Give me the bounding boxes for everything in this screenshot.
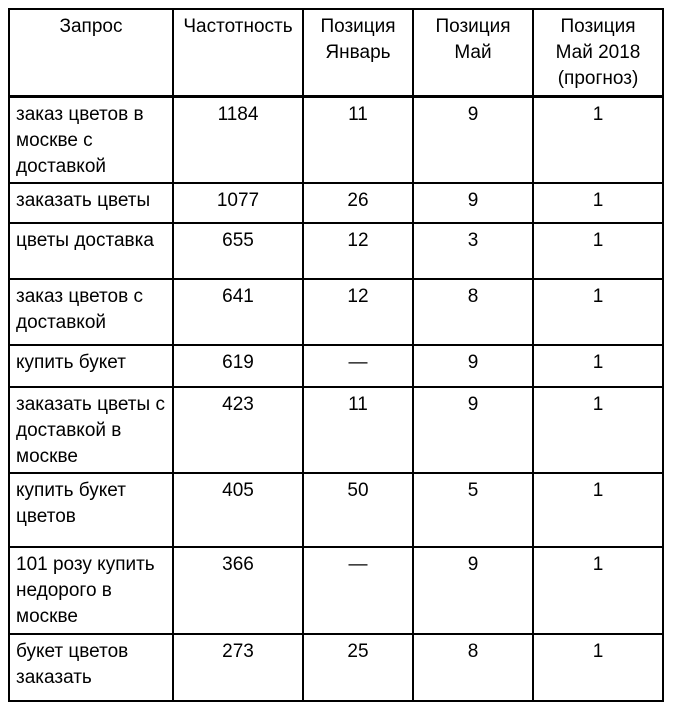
column-header-frequency: Частотность xyxy=(173,9,303,96)
query-cell: заказ цветов с доставкой xyxy=(9,279,173,345)
frequency-cell: 1184 xyxy=(173,96,303,183)
position-january-cell: 11 xyxy=(303,96,413,183)
position-may-2018-forecast-cell: 1 xyxy=(533,96,663,183)
query-cell: букет цветов заказать xyxy=(9,634,173,701)
frequency-cell: 655 xyxy=(173,223,303,279)
position-may-cell: 3 xyxy=(413,223,533,279)
position-may-2018-forecast-cell: 1 xyxy=(533,183,663,223)
table-row xyxy=(9,473,663,547)
query-cell: купить букет xyxy=(9,345,173,387)
position-may-2018-forecast-cell: 1 xyxy=(533,279,663,345)
table-header xyxy=(9,9,663,96)
query-cell: 101 розу купить недорого в москве xyxy=(9,547,173,634)
position-may-2018-forecast-cell: 1 xyxy=(533,387,663,473)
frequency-cell: 423 xyxy=(173,387,303,473)
table-row xyxy=(9,387,663,473)
position-january-cell: 12 xyxy=(303,223,413,279)
position-january-cell: — xyxy=(303,345,413,387)
table-body xyxy=(9,96,663,701)
frequency-cell: 273 xyxy=(173,634,303,701)
position-may-2018-forecast-cell: 1 xyxy=(533,634,663,701)
frequency-cell: 405 xyxy=(173,473,303,547)
position-may-cell: 9 xyxy=(413,547,533,634)
position-january-cell: 12 xyxy=(303,279,413,345)
query-cell: заказ цветов в москве с доставкой xyxy=(9,96,173,183)
query-cell: заказать цветы xyxy=(9,183,173,223)
position-may-cell: 9 xyxy=(413,96,533,183)
frequency-cell: 619 xyxy=(173,345,303,387)
query-cell: заказать цветы с доставкой в москве xyxy=(9,387,173,473)
header-row xyxy=(9,9,663,96)
position-may-cell: 8 xyxy=(413,634,533,701)
table-row xyxy=(9,634,663,701)
position-may-cell: 5 xyxy=(413,473,533,547)
column-header-position-january: Позиция Январь xyxy=(303,9,413,96)
column-header-position-may: Позиция Май xyxy=(413,9,533,96)
position-january-cell: 11 xyxy=(303,387,413,473)
query-cell: купить букет цветов xyxy=(9,473,173,547)
table-row xyxy=(9,223,663,279)
position-may-cell: 8 xyxy=(413,279,533,345)
table-row xyxy=(9,547,663,634)
table-row xyxy=(9,96,663,183)
query-cell: цветы доставка xyxy=(9,223,173,279)
position-may-2018-forecast-cell: 1 xyxy=(533,223,663,279)
column-header-position-may-2018-forecast: Позиция Май 2018 (прогноз) xyxy=(533,9,663,96)
table-row xyxy=(9,279,663,345)
position-may-cell: 9 xyxy=(413,183,533,223)
frequency-cell: 1077 xyxy=(173,183,303,223)
column-header-query: Запрос xyxy=(9,9,173,96)
position-may-2018-forecast-cell: 1 xyxy=(533,473,663,547)
position-may-cell: 9 xyxy=(413,387,533,473)
position-may-2018-forecast-cell: 1 xyxy=(533,345,663,387)
frequency-cell: 366 xyxy=(173,547,303,634)
position-may-cell: 9 xyxy=(413,345,533,387)
table-row xyxy=(9,183,663,223)
position-january-cell: 26 xyxy=(303,183,413,223)
keyword-positions-table xyxy=(8,8,664,702)
position-january-cell: 25 xyxy=(303,634,413,701)
position-may-2018-forecast-cell: 1 xyxy=(533,547,663,634)
position-january-cell: 50 xyxy=(303,473,413,547)
frequency-cell: 641 xyxy=(173,279,303,345)
position-january-cell: — xyxy=(303,547,413,634)
table-row xyxy=(9,345,663,387)
